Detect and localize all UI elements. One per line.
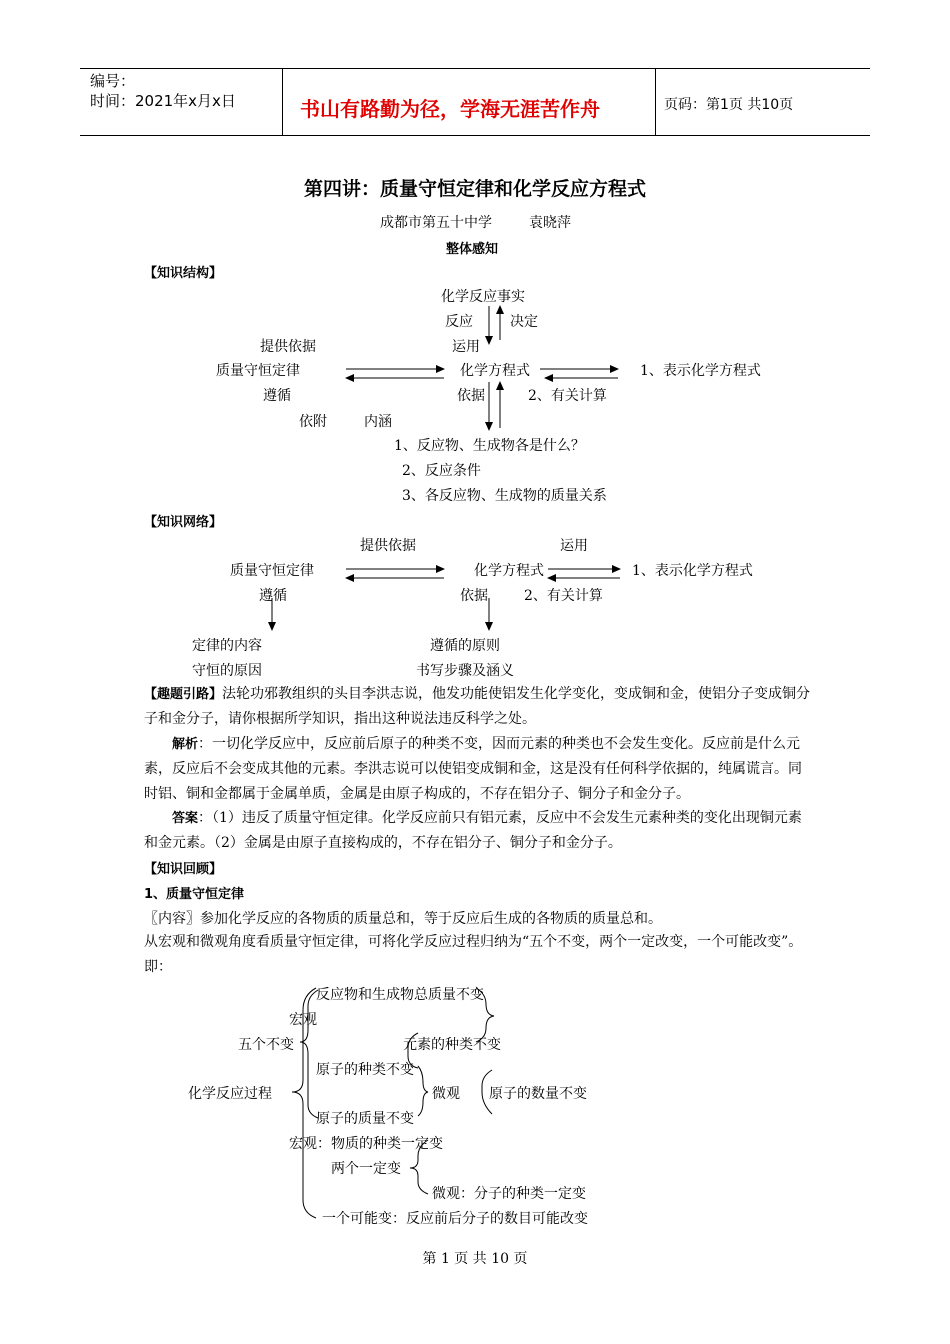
structure-calc: 2、有关计算: [528, 388, 607, 404]
answer-text: ：（1）违反了质量守恒定律。化学反应前只有铝元素，反应中不会发生元素种类的变化出现铜元素和金元素。（2）金属是由原子直接构成的，不存在铝分子、铜分子和金分子。: [144, 810, 802, 851]
structure-q3: 3、各反应物、生成物的质量关系: [402, 488, 607, 504]
tree-atom-mass: 原子的质量不变: [316, 1111, 414, 1127]
structure-fact: 化学反应事实: [441, 289, 525, 305]
tree-micro: 微观: [432, 1086, 460, 1102]
structure-use: 运用: [452, 339, 480, 355]
network-principle: 遵循的原则: [430, 638, 500, 654]
review-sub1: 1、质量守恒定律: [144, 887, 245, 902]
network-follow: 遵循: [259, 588, 287, 604]
network-steps: 书写步骤及涵义: [416, 663, 514, 679]
network-conserve-reason: 守恒的原因: [192, 663, 262, 679]
header-time: 时间：2021年x月x日: [90, 92, 236, 110]
analysis-paragraph: [144, 732, 812, 807]
network-equation: 化学方程式: [474, 563, 544, 579]
structure-follow: 遵循: [263, 388, 291, 404]
network-law-content: 定律的内容: [192, 638, 262, 654]
author-name: 袁晓萍: [529, 215, 571, 231]
analysis-text: ：一切化学反应中，反应前后原子的种类不变，因而元素的种类也不会发生变化。反应前是什么元素，反应后不会变成其他的元素。李洪志说可以使铝变成铜和金，这是没有任何科学依据的，纯属谎言。同时铝、铜和金都属于金属单质，金属是由原子构成的，不存在铝分子、铜分子和金分子。: [144, 736, 802, 802]
tree-atom-count: 原子的数量不变: [489, 1086, 587, 1102]
brace-micro: [418, 1066, 428, 1116]
tree-maybe: 一个可能变：反应前后分子的数目可能改变: [322, 1211, 588, 1227]
structure-q2: 2、反应条件: [402, 463, 481, 479]
answer-paragraph: [144, 806, 812, 856]
intro-paragraph: [144, 682, 812, 732]
header-number: 编号：: [90, 72, 136, 90]
network-basis: 依据: [460, 588, 488, 604]
structure-decide: 决定: [510, 314, 538, 330]
network-calc: 2、有关计算: [524, 588, 603, 604]
structure-attach: 依附: [299, 414, 327, 430]
tree-two: 两个一定变: [331, 1161, 401, 1177]
structure-equation: 化学方程式: [460, 363, 530, 379]
header-page: 页码：第1页 共10页: [664, 97, 794, 113]
tree-macro: 宏观: [289, 1012, 317, 1028]
network-heading: 【知识网络】: [144, 515, 223, 530]
section-overall: 整体感知: [446, 242, 499, 257]
page-footer: 第 1 页 共 10 页: [422, 1251, 528, 1267]
network-law: 质量守恒定律: [230, 563, 314, 579]
tree-micro-change: 微观：分子的种类一定变: [432, 1186, 586, 1202]
structure-q1: 1、反应物、生成物各是什么？: [394, 438, 585, 454]
tree-five: 五个不变: [238, 1037, 294, 1053]
tree-root: 化学反应过程: [188, 1086, 272, 1102]
structure-law: 质量守恒定律: [216, 363, 300, 379]
review-macro-micro: 从宏观和微观角度看质量守恒定律，可将化学反应过程归纳为“五个不变，两个一定改变，一个可能改变”。即：: [144, 934, 803, 975]
review-heading: 【知识回顾】: [144, 862, 223, 877]
analysis-label: 解析: [172, 737, 199, 752]
network-use: 运用: [560, 538, 588, 554]
tree-macro-change: 宏观：物质的种类一定变: [289, 1136, 443, 1152]
tree-element-kind: 元素的种类不变: [403, 1037, 501, 1053]
structure-basis: 依据: [457, 388, 485, 404]
review-content: 〖内容〗参加化学反应的各物质的质量总和，等于反应后生成的各物质的质量总和。: [144, 911, 662, 927]
author-school: 成都市第五十中学: [380, 215, 492, 231]
intro-text: 法轮功邪教组织的头目李洪志说，他发功能使铝发生化学变化，变成铜和金，使铝分子变成铜分子和金分子，请你根据所学知识，指出这种说法违反科学之处。: [144, 686, 811, 727]
page-title: 第四讲：质量守恒定律和化学反应方程式: [303, 178, 646, 200]
answer-label: 答案: [172, 811, 199, 826]
intro-label: 【趣题引路】: [144, 687, 223, 702]
header-motto: 书山有路勤为径，学海无涯苦作舟: [300, 97, 600, 121]
structure-connote: 内涵: [364, 414, 392, 430]
structure-react: 反应: [445, 314, 473, 330]
network-meaning1: 1、表示化学方程式: [632, 563, 753, 579]
network-provide-basis: 提供依据: [360, 538, 416, 554]
structure-heading: 【知识结构】: [144, 266, 223, 281]
tree-total-mass: 反应物和生成物总质量不变: [316, 987, 484, 1003]
structure-meaning1: 1、表示化学方程式: [640, 363, 761, 379]
structure-provide-basis: 提供依据: [260, 339, 316, 355]
tree-atom-kind: 原子的种类不变: [316, 1062, 414, 1078]
